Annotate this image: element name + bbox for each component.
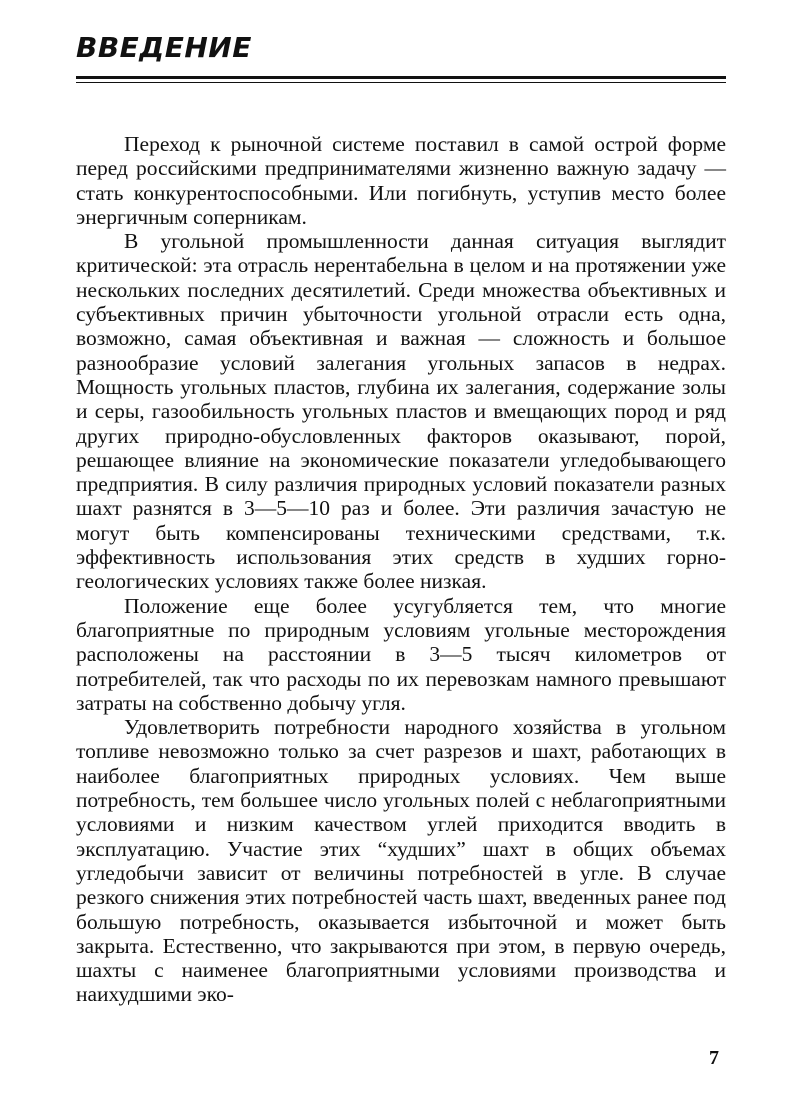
paragraph-3: Положение еще более усугубляется тем, что многие благоприятные по природным условиям угольные месторождения расположены на расстоянии в 3—5 тысяч километров от потребителей, так что расходы по их перевозкам намного превышают затраты на собственно добычу угля. [76, 593, 726, 715]
header-rule-thin [76, 82, 726, 83]
paragraph-4: Удовлетворить потребности народного хозяйства в угольном топливе невозможно только за счет разрезов и шахт, работающих в наиболее благоприятных природных условиях. Чем выше потребность, тем большее число угольных полей с неблагоприятными условиями и низким качеством углей приходится вводить в эксплуатацию. Участие этих “худших” шахт в общих объемах угледобычи зависит от величины потребностей в угле. В случае резкого снижения этих потребностей часть шахт, введенных ранее под большую потребность, оказывается избыточной и может быть закрыта. Естественно, что закрываются при этом, в первую очередь, шахты с наименее благоприятными условиями производства и наихудшими эко- [76, 715, 726, 1007]
header-rule-thick [76, 76, 726, 79]
section-title: ВВЕДЕНИЕ [76, 31, 252, 64]
page-number: 7 [709, 1047, 719, 1069]
paragraph-2: В угольной промышленности данная ситуация выглядит критической: эта отрасль нерентабельна в целом и на протяжении уже нескольких последних десятилетий. Среди множества объективных и субъективных причин убыточности угольной отрасли есть одна, возможно, самая объективная и важная — сложность и большое разнообразие условий залегания угольных запасов в недрах. Мощность угольных пластов, глубина их залегания, содержание золы и серы, газообильность угольных пластов и вмещающих пород и ряд других природно-обусловленных факторов оказывают, порой, решающее влияние на экономические показатели угледобывающего предприятия. В силу различия природных условий показатели разных шахт разнятся в 3—5—10 раз и более. Эти различия зачастую не могут быть компенсированы техническими средствами, т.к. эффективность использования этих средств в худших горно-геологических условиях также более низкая. [76, 229, 726, 594]
body-text [76, 132, 726, 1007]
paragraph-1: Переход к рыночной системе поставил в самой острой форме перед российскими предпринимателями жизненно важную задачу — стать конкурентоспособными. Или погибнуть, уступив место более энергичным соперникам. [76, 132, 726, 229]
